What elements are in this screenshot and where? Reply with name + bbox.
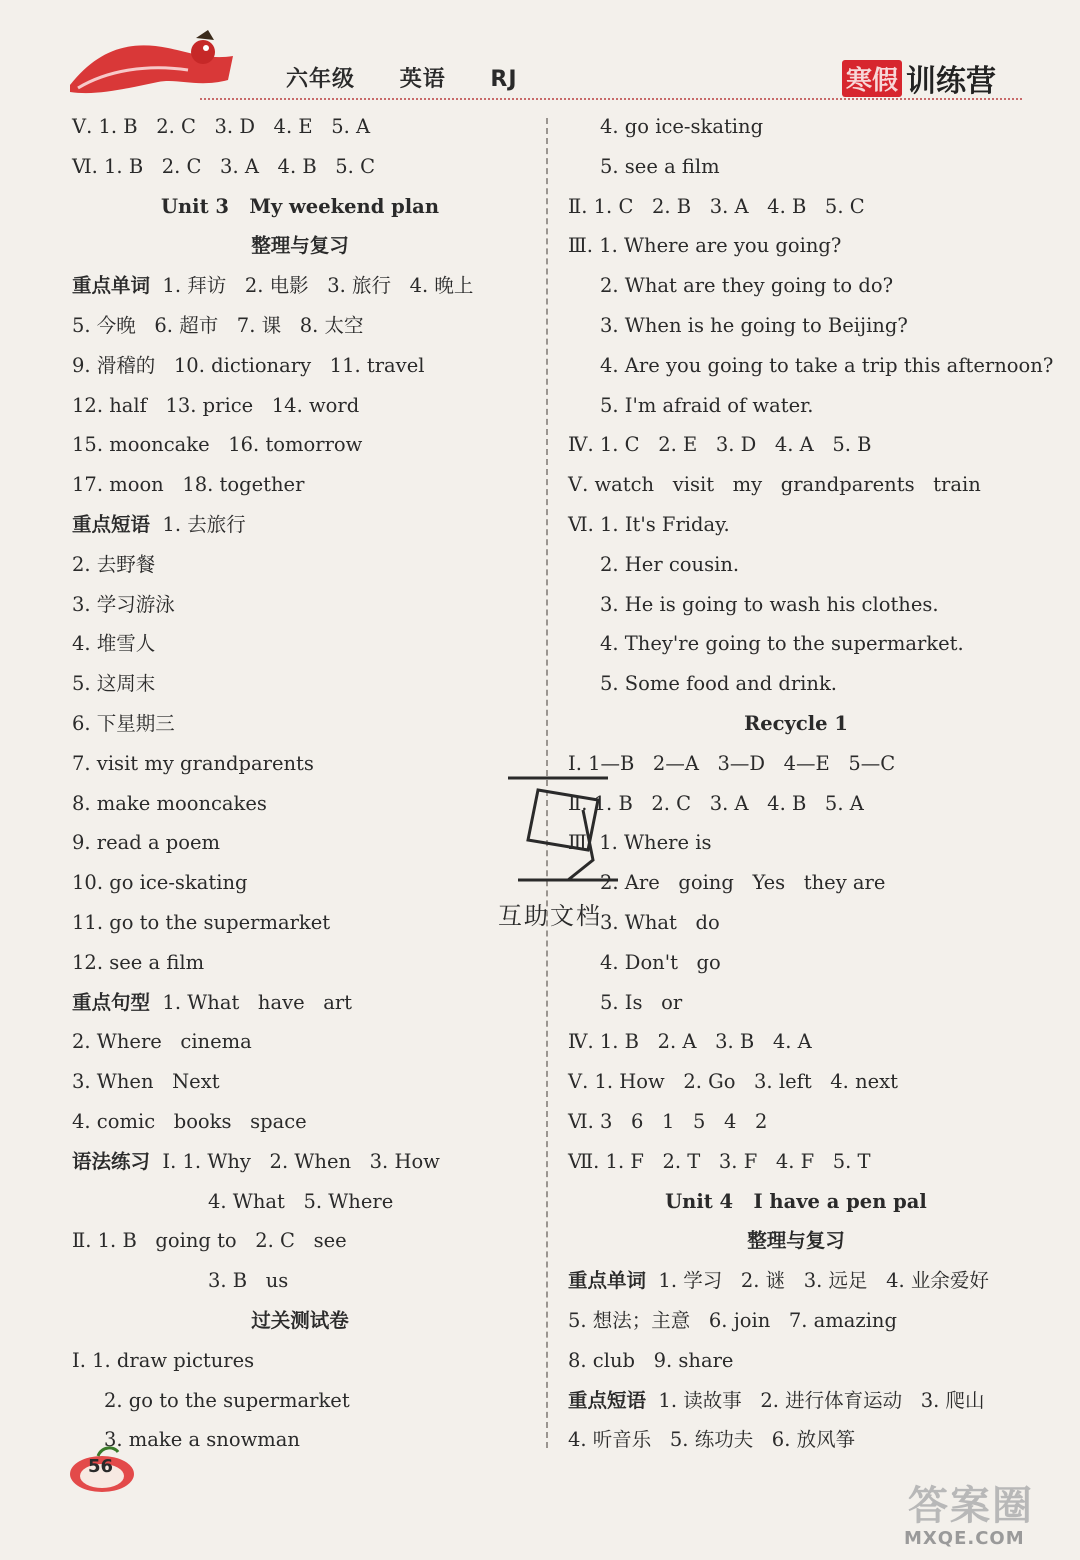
answer-text: 过关测试卷 — [251, 1309, 349, 1332]
answer-text: 1. 拜访 2. 电影 3. 旅行 4. 晚上 — [162, 274, 474, 298]
section-label: 重点单词 — [568, 1269, 647, 1293]
answer-line — [72, 313, 364, 339]
answer-line — [72, 870, 247, 896]
answer-text: 5. Some food and drink. — [600, 672, 837, 696]
header-title — [286, 62, 554, 93]
answer-text: Ⅲ. 1. Where are you going? — [568, 234, 842, 258]
answer-line — [72, 154, 375, 180]
answer-text: Ⅳ. 1. C 2. E 3. D 4. A 5. B — [568, 433, 872, 457]
answer-text: 5. 今晚 6. 超市 7. 课 8. 太空 — [72, 314, 364, 337]
answer-text: Ⅵ. 3 6 1 5 4 2 — [568, 1110, 768, 1133]
answer-line — [600, 313, 908, 339]
brand-name: 训练营 — [906, 64, 997, 99]
answer-line — [600, 552, 739, 578]
answer-line — [72, 552, 155, 578]
answer-line — [72, 273, 473, 299]
section-label: 重点句型 — [72, 990, 151, 1014]
answer-line — [600, 990, 682, 1016]
answer-line — [568, 1348, 733, 1374]
answer-text: 7. visit my grandparents — [72, 751, 314, 775]
answer-line — [251, 233, 349, 259]
grade-label: 六年级 — [286, 67, 356, 92]
answer-text: 9. 滑稽的 10. dictionary 11. travel — [72, 353, 425, 377]
answer-text: Unit 4 I have a pen pal — [665, 1189, 927, 1213]
answer-line — [72, 1228, 347, 1254]
answer-text: 1. 去旅行 — [162, 513, 246, 536]
answer-text: 9. read a poem — [72, 831, 221, 855]
answer-line — [72, 950, 204, 976]
answer-text: 5. I'm afraid of water. — [600, 393, 814, 417]
answer-line — [72, 711, 175, 737]
subject-label: 英语 — [399, 67, 446, 92]
answer-text: 12. half 13. price 14. word — [72, 393, 360, 417]
answer-text: Ⅱ. 1. C 2. B 3. A 4. B 5. C — [568, 194, 865, 218]
answer-line — [72, 1069, 220, 1095]
answer-text: 4. 听音乐 5. 练功夫 6. 放风筝 — [568, 1428, 856, 1452]
answer-text: 3. He is going to wash his clothes. — [600, 592, 939, 616]
answer-text: 6. 下星期三 — [72, 712, 175, 735]
answer-text: Ⅴ. 1. B 2. C 3. D 4. E 5. A — [72, 115, 371, 138]
answer-text: Ⅳ. 1. B 2. A 3. B 4. A — [568, 1030, 812, 1054]
dragon-logo-icon — [68, 30, 238, 100]
answer-text: 4. go ice-skating — [600, 115, 764, 138]
answer-line — [72, 432, 362, 458]
corner-logo-text: 答案圈 — [908, 1483, 1034, 1529]
answer-line — [600, 950, 721, 976]
answer-text: 4. What 5. Where — [208, 1189, 394, 1213]
answer-text: 11. go to the supermarket — [72, 911, 331, 934]
answer-text: 3. When Next — [72, 1070, 220, 1094]
answer-text: 17. moon 18. together — [72, 473, 305, 497]
answer-text: 2. Are going Yes they are — [600, 871, 886, 895]
brand-badge: 寒假 — [842, 60, 902, 97]
answer-line — [568, 194, 865, 220]
answer-text: Ⅵ. 1. B 2. C 3. A 4. B 5. C — [72, 154, 375, 178]
answer-text: 整理与复习 — [747, 1229, 845, 1253]
answer-line — [72, 1348, 254, 1374]
answer-text: 15. mooncake 16. tomorrow — [72, 433, 363, 457]
answer-text: 3. What do — [600, 911, 720, 934]
answer-line — [72, 671, 155, 697]
answer-line — [72, 1109, 307, 1135]
answer-line — [568, 233, 841, 259]
answer-line — [72, 751, 314, 777]
brand-logo — [842, 56, 996, 100]
answer-text: 1. 学习 2. 谜 3. 远足 4. 业余爱好 — [658, 1269, 989, 1293]
answer-text: Recycle 1 — [744, 712, 848, 735]
answer-text: Ⅵ. 1. It's Friday. — [568, 513, 730, 536]
answer-line — [72, 631, 155, 657]
answer-line — [568, 1149, 871, 1175]
answer-text: 2. What are they going to do? — [600, 274, 894, 298]
answer-text: Ⅶ. 1. F 2. T 3. F 4. F 5. T — [568, 1149, 871, 1173]
answer-line — [72, 592, 175, 618]
answer-line — [72, 1029, 252, 1055]
answer-text: 5. 想法；主意 6. join 7. amazing — [568, 1309, 897, 1332]
answer-line — [208, 1189, 393, 1215]
answer-line — [600, 114, 763, 140]
answer-line — [747, 1228, 845, 1254]
answer-line — [600, 353, 1053, 379]
answer-line — [72, 910, 330, 936]
answer-line — [568, 432, 871, 458]
answer-line — [600, 154, 720, 180]
answer-text: Ⅲ. 1. Where is — [568, 831, 712, 855]
answer-text: Ⅴ. 1. How 2. Go 3. left 4. next — [568, 1070, 898, 1094]
watermark-text: 互助文档 — [498, 902, 602, 930]
answer-text: 10. go ice-skating — [72, 871, 248, 895]
section-label: 重点短语 — [72, 513, 151, 536]
answer-line — [72, 353, 424, 379]
answer-text: 5. 这周末 — [72, 672, 156, 696]
answer-text: 5. Is or — [600, 990, 683, 1014]
answer-text: 2. Her cousin. — [600, 552, 740, 576]
answer-line — [251, 1308, 349, 1334]
answer-line — [568, 512, 730, 538]
answer-line — [600, 273, 893, 299]
answer-line — [568, 1388, 985, 1414]
answer-text: 1. 读故事 2. 进行体育运动 3. 爬山 — [658, 1388, 985, 1412]
answer-line — [72, 830, 220, 856]
answer-line — [72, 472, 304, 498]
answer-line — [72, 990, 352, 1016]
answer-line — [568, 1109, 767, 1135]
answer-line — [744, 711, 848, 737]
answer-text: Ⅰ. 1—B 2—A 3—D 4—E 5—C — [568, 751, 896, 775]
answer-line — [600, 592, 939, 618]
section-label: 语法练习 — [72, 1149, 151, 1173]
answer-text: Ⅰ. 1. draw pictures — [72, 1348, 255, 1372]
answer-line — [568, 1308, 897, 1334]
answer-line — [568, 472, 981, 498]
answer-line — [568, 1427, 855, 1453]
page-header — [0, 0, 1080, 110]
answer-line — [665, 1189, 927, 1215]
answer-line — [600, 631, 964, 657]
answer-text: 1. What have art — [162, 990, 353, 1014]
answer-line — [600, 870, 885, 896]
section-label: 重点单词 — [72, 274, 151, 298]
answer-text: 3. When is he going to Beijing? — [600, 314, 908, 337]
answer-line — [600, 393, 814, 419]
answer-text: 5. see a film — [600, 154, 720, 178]
section-label: 重点短语 — [568, 1388, 647, 1412]
answer-line — [568, 1268, 989, 1294]
header-divider — [200, 98, 1022, 100]
answer-text: 4. 堆雪人 — [72, 632, 156, 656]
corner-logo-site: MXQE.COM — [904, 1528, 1025, 1549]
answer-line — [72, 512, 246, 538]
answer-text: 8. club 9. share — [568, 1348, 734, 1372]
answer-text: 4. Don't go — [600, 950, 721, 974]
answer-text: 4. They're going to the supermarket. — [600, 632, 964, 656]
answer-line — [72, 791, 267, 817]
answer-line — [104, 1388, 350, 1414]
answer-text: 2. 去野餐 — [72, 552, 156, 576]
answer-line — [568, 1069, 898, 1095]
answer-text: 整理与复习 — [251, 234, 349, 258]
answer-text: Unit 3 My weekend plan — [161, 194, 439, 218]
answer-text: 8. make mooncakes — [72, 791, 267, 815]
answer-text: 3. B us — [208, 1269, 289, 1293]
answer-text: Ⅴ. watch visit my grandparents train — [568, 473, 981, 497]
answer-line — [600, 671, 837, 697]
answer-text: 12. see a film — [72, 950, 205, 974]
answer-text: 4. Are you going to take a trip this afternoon? — [600, 353, 1054, 377]
answer-line — [72, 393, 359, 419]
answer-text: 3. make a snowman — [104, 1428, 300, 1452]
answer-text: 3. 学习游泳 — [72, 592, 175, 616]
answer-text: 2. Where cinema — [72, 1030, 252, 1054]
answer-line — [72, 1149, 440, 1175]
answer-text: 4. comic books space — [72, 1110, 307, 1133]
answer-text: Ⅱ. 1. B 2. C 3. A 4. B 5. A — [568, 791, 864, 815]
edition-label: RJ — [490, 67, 518, 92]
page-number: 56 — [88, 1456, 114, 1477]
answer-line — [208, 1268, 288, 1294]
answer-line — [161, 194, 439, 220]
answer-text: 2. go to the supermarket — [104, 1388, 350, 1412]
answer-text: Ⅱ. 1. B going to 2. C see — [72, 1229, 347, 1253]
answer-line — [72, 114, 370, 140]
answer-line — [568, 1029, 812, 1055]
answer-text: Ⅰ. 1. Why 2. When 3. How — [162, 1149, 440, 1173]
